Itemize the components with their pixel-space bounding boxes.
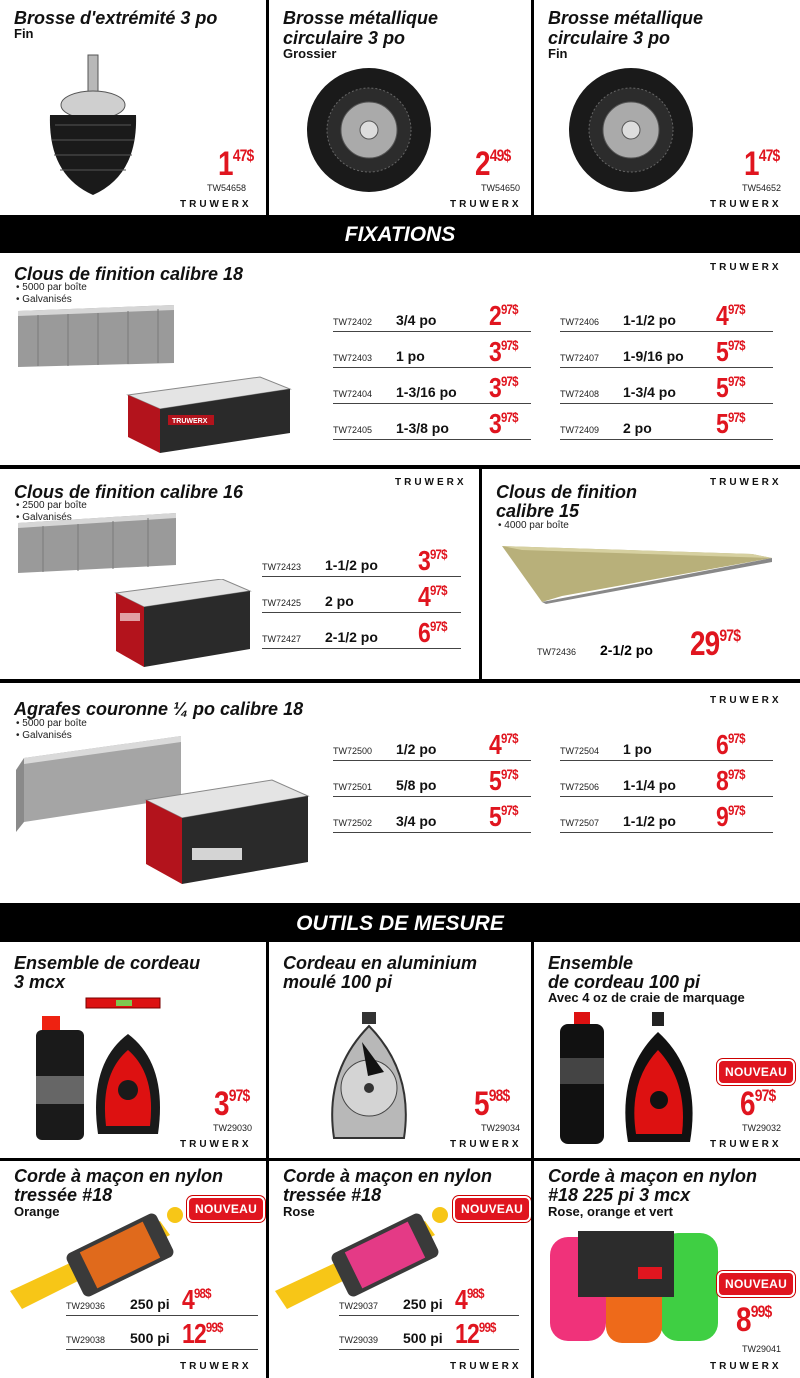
price-dollars: 4: [489, 729, 501, 760]
row-sku: TW72423: [262, 562, 302, 572]
product-title-line2: de cordeau 100 pi: [548, 972, 701, 992]
chalk-line-kit-image: [552, 1012, 712, 1147]
end-brush-image: [30, 45, 160, 205]
row-price: [716, 803, 745, 831]
product-title: Clous de finition calibre 18: [14, 264, 244, 284]
price-cents: 97$: [727, 337, 745, 353]
product-sku: TW72436: [537, 647, 577, 657]
price-cents: 97$: [727, 301, 745, 317]
price-row: [560, 408, 773, 440]
product-sku: TW54658: [207, 183, 247, 193]
row-price: [716, 302, 745, 330]
price-dollars: 5: [489, 765, 501, 796]
brand-logo: TRUWERX: [450, 1139, 522, 1150]
price-row: [560, 801, 773, 833]
price-dollars: 4: [455, 1284, 467, 1315]
brand-logo: TRUWERX: [395, 477, 467, 488]
row-price: [489, 302, 518, 330]
price-row: [333, 765, 531, 797]
angled-nail-strip-image: [502, 546, 772, 604]
nail-strip-image: [18, 513, 180, 575]
price-row: [66, 1318, 258, 1350]
price-dollars: 2: [475, 145, 490, 183]
product-cell-nails-18: [0, 253, 800, 465]
product-title-line1: Brosse métallique: [548, 8, 704, 28]
price-cents: 97$: [727, 409, 745, 425]
price-dollars: 5: [489, 801, 501, 832]
bullet-count: • 2500 par boîte: [16, 500, 87, 511]
price-dollars: 5: [716, 408, 728, 439]
product-price: [474, 1087, 510, 1121]
price-row: [333, 372, 531, 404]
row-size: 2 po: [325, 593, 354, 609]
price-cents: 99$: [205, 1319, 223, 1335]
price-row: [560, 729, 773, 761]
row-sku: TW72506: [560, 782, 600, 792]
row-size: 3/4 po: [396, 312, 437, 328]
row-price: [716, 374, 745, 402]
mason-line-3pack-image: [548, 1227, 720, 1345]
row-sku: TW72502: [333, 818, 373, 828]
price-cents: 99$: [478, 1319, 496, 1335]
row-price: [182, 1320, 223, 1348]
new-badge: NOUVEAU: [453, 1196, 531, 1222]
price-row: [560, 336, 773, 368]
product-sku: TW54650: [481, 183, 521, 193]
price-cents: 98$: [466, 1285, 484, 1301]
price-dollars: 6: [716, 729, 728, 760]
product-variant: Avec 4 oz de craie de marquage: [548, 990, 745, 1005]
product-title-line2: moulé 100 pi: [283, 972, 393, 992]
row-price: [455, 1286, 484, 1314]
row-sku: TW72404: [333, 389, 373, 399]
product-cell-mason-line-pink: [269, 1161, 531, 1378]
product-title-line1: Corde à maçon en nylon: [283, 1166, 493, 1186]
row-sku: TW72501: [333, 782, 373, 792]
row-size: 5/8 po: [396, 777, 437, 793]
price-dollars: 1: [218, 145, 233, 183]
product-cell-wheel-brush-fine: [534, 0, 800, 215]
row-price: [716, 338, 745, 366]
price-dollars: 12: [455, 1318, 479, 1349]
price-dollars: 3: [489, 336, 501, 367]
product-cell-nails-16: [0, 469, 479, 679]
price-cents: 97$: [429, 582, 447, 598]
product-sku: TW29041: [742, 1344, 782, 1354]
product-price: [690, 627, 740, 661]
new-badge: NOUVEAU: [717, 1271, 795, 1297]
price-row: [560, 372, 773, 404]
row-size: 1-1/2 po: [623, 813, 676, 829]
price-cents: 97$: [500, 730, 518, 746]
product-cell-aluminum-chalk-line: [269, 942, 531, 1158]
product-title-line2: tressée #18: [283, 1185, 382, 1205]
price-cents: 98$: [488, 1086, 510, 1105]
row-size: 1/2 po: [396, 741, 437, 757]
row-size: 1-1/2 po: [325, 557, 378, 573]
aluminum-chalk-line-image: [324, 1012, 414, 1142]
row-size: 1 po: [623, 741, 652, 757]
row-price: [489, 803, 518, 831]
price-dollars: 5: [716, 336, 728, 367]
price-cents: 97$: [719, 626, 741, 645]
price-row: [262, 545, 461, 577]
price-cents: 97$: [754, 1086, 776, 1105]
bullet-text: 4000 par boîte: [504, 520, 569, 531]
product-title-line1: Corde à maçon en nylon: [14, 1166, 224, 1186]
row-size: 1-1/4 po: [623, 777, 676, 793]
row-price: [418, 547, 447, 575]
price-row: [262, 617, 461, 649]
bullet-text: 2500 par boîte: [22, 500, 87, 511]
price-cents: 47$: [232, 146, 254, 165]
row-sku: TW29038: [66, 1335, 106, 1345]
row-sku: TW72408: [560, 389, 600, 399]
product-variant: Grossier: [283, 46, 337, 61]
bullet-count: • 5000 par boîte: [16, 282, 87, 293]
row-price: [489, 374, 518, 402]
price-cents: 97$: [429, 546, 447, 562]
product-cell-end-brush: [0, 0, 266, 215]
price-dollars: 29: [690, 625, 720, 663]
product-title-line1: Ensemble de cordeau: [14, 953, 201, 973]
brand-logo: TRUWERX: [180, 1139, 252, 1150]
product-price: [744, 147, 780, 181]
product-price: [214, 1087, 250, 1121]
price-row: [339, 1318, 519, 1350]
row-size: 500 pi: [130, 1330, 170, 1346]
row-sku: TW72402: [333, 317, 373, 327]
row-sku: TW72500: [333, 746, 373, 756]
price-cents: 97$: [500, 766, 518, 782]
product-sku: TW29032: [742, 1123, 782, 1133]
product-title-line2: calibre 15: [496, 501, 580, 521]
price-dollars: 3: [489, 408, 501, 439]
price-dollars: 6: [740, 1085, 755, 1123]
bullet-galvanized: • Galvanisés: [16, 294, 72, 305]
price-dollars: 5: [474, 1085, 489, 1123]
product-variant: Rose, orange et vert: [548, 1204, 673, 1219]
product-cell-mason-line-orange: [0, 1161, 266, 1378]
product-price: [740, 1087, 776, 1121]
product-cell-staples: [0, 683, 800, 903]
product-title: Agrafes couronne ¼ po calibre 18: [14, 699, 304, 719]
price-cents: 98$: [193, 1285, 211, 1301]
nail-box-image: [112, 579, 252, 671]
price-cents: 47$: [758, 146, 780, 165]
brand-logo: TRUWERX: [710, 199, 782, 210]
chalk-line-kit-image: [28, 994, 178, 1144]
row-size: 1-1/2 po: [623, 312, 676, 328]
row-price: [418, 583, 447, 611]
price-row: [333, 336, 531, 368]
wheel-brush-image: [304, 65, 434, 195]
brand-logo: TRUWERX: [180, 199, 252, 210]
row-sku: TW72409: [560, 425, 600, 435]
price-dollars: 2: [489, 300, 501, 331]
row-size: 1-9/16 po: [623, 348, 684, 364]
price-dollars: 3: [418, 545, 430, 576]
product-cell-wheel-brush-coarse: [269, 0, 531, 215]
product-title-line2: 3 mcx: [14, 972, 66, 992]
row-size: 500 pi: [403, 1330, 443, 1346]
row-size: 1 po: [396, 348, 425, 364]
product-title: Brosse d'extrémité 3 po: [14, 8, 218, 28]
row-size: 1-3/16 po: [396, 384, 457, 400]
price-cents: 97$: [727, 373, 745, 389]
price-cents: 49$: [489, 146, 511, 165]
row-price: [716, 767, 745, 795]
price-dollars: 4: [418, 581, 430, 612]
product-title-line1: Corde à maçon en nylon: [548, 1166, 758, 1186]
price-row: [333, 801, 531, 833]
row-sku: TW29039: [339, 1335, 379, 1345]
price-row: [66, 1284, 258, 1316]
product-title-line2: tressée #18: [14, 1185, 113, 1205]
row-sku: TW72507: [560, 818, 600, 828]
product-title-line2: #18 225 pi 3 mcx: [548, 1185, 691, 1205]
row-size: 1-3/8 po: [396, 420, 449, 436]
product-variant: Fin: [14, 26, 34, 41]
price-dollars: 4: [182, 1284, 194, 1315]
product-variant: Rose: [283, 1204, 315, 1219]
price-dollars: 4: [716, 300, 728, 331]
new-badge: NOUVEAU: [717, 1059, 795, 1085]
row-size: 1-3/4 po: [623, 384, 676, 400]
bullet-text: 5000 par boîte: [22, 718, 87, 729]
product-variant: Orange: [14, 1204, 60, 1219]
brand-logo: TRUWERX: [710, 695, 782, 706]
product-cell-chalk-line-kit-100: [534, 942, 800, 1158]
bullet-galvanized: • Galvanisés: [16, 512, 72, 523]
price-row: [560, 300, 773, 332]
price-row: [333, 300, 531, 332]
bullet-text: Galvanisés: [22, 730, 72, 741]
product-sku: TW29030: [213, 1123, 253, 1133]
bullet-count: • 5000 par boîte: [16, 718, 87, 729]
price-row: [339, 1284, 519, 1316]
brand-logo: TRUWERX: [180, 1361, 252, 1372]
row-sku: TW72427: [262, 634, 302, 644]
row-price: [489, 338, 518, 366]
bullet-text: Galvanisés: [22, 294, 72, 305]
price-cents: 97$: [500, 802, 518, 818]
row-sku: TW29036: [66, 1301, 106, 1311]
row-sku: TW72403: [333, 353, 373, 363]
row-size: 3/4 po: [396, 813, 437, 829]
product-price: [218, 147, 254, 181]
price-dollars: 12: [182, 1318, 206, 1349]
product-variant: Fin: [548, 46, 568, 61]
brand-logo: TRUWERX: [450, 199, 522, 210]
product-price: [475, 147, 511, 181]
section-header-fixations: FIXATIONS: [0, 219, 800, 251]
price-cents: 97$: [500, 373, 518, 389]
product-price: [736, 1303, 772, 1337]
price-cents: 97$: [727, 766, 745, 782]
price-row: [262, 581, 461, 613]
product-sku: TW54652: [742, 183, 782, 193]
row-sku: TW72406: [560, 317, 600, 327]
row-size: 2 po: [623, 420, 652, 436]
brand-logo: TRUWERX: [450, 1361, 522, 1372]
section-header-measuring-tools: OUTILS DE MESURE: [0, 908, 800, 940]
product-title-line1: Ensemble: [548, 953, 634, 973]
bullet-text: 5000 par boîte: [22, 282, 87, 293]
price-dollars: 5: [716, 372, 728, 403]
price-row: [560, 765, 773, 797]
product-cell-nails-15: [482, 469, 800, 679]
staple-box-image: [142, 778, 312, 888]
nail-box-image: [120, 375, 295, 455]
row-sku: TW29037: [339, 1301, 379, 1311]
bullet-count: • 4000 par boîte: [498, 520, 569, 531]
price-dollars: 1: [744, 145, 759, 183]
nail-strip-image: [18, 305, 178, 369]
row-price: [489, 767, 518, 795]
product-title-line1: Brosse métallique: [283, 8, 439, 28]
row-price: [418, 619, 447, 647]
brand-logo: TRUWERX: [710, 262, 782, 273]
price-row: [333, 729, 531, 761]
row-price: [489, 410, 518, 438]
price-dollars: 8: [736, 1301, 751, 1339]
product-cell-chalk-line-kit: [0, 942, 266, 1158]
row-sku: TW72405: [333, 425, 373, 435]
product-title-line2: circulaire 3 po: [548, 28, 671, 48]
brand-logo: TRUWERX: [710, 1139, 782, 1150]
row-sku: TW72425: [262, 598, 302, 608]
product-sku: TW29034: [481, 1123, 521, 1133]
price-cents: 97$: [727, 802, 745, 818]
row-price: [716, 410, 745, 438]
brand-logo: TRUWERX: [710, 1361, 782, 1372]
price-cents: 97$: [228, 1086, 250, 1105]
svg-text:TRUWERX: TRUWERX: [172, 418, 208, 425]
product-cell-mason-line-3pack: [534, 1161, 800, 1378]
row-size: 2-1/2 po: [325, 629, 378, 645]
price-dollars: 6: [418, 617, 430, 648]
wheel-brush-image: [566, 65, 696, 195]
price-cents: 99$: [750, 1302, 772, 1321]
price-row: [333, 408, 531, 440]
row-price: [455, 1320, 496, 1348]
price-cents: 97$: [500, 409, 518, 425]
row-size: 250 pi: [130, 1296, 170, 1312]
price-dollars: 9: [716, 801, 728, 832]
price-dollars: 8: [716, 765, 728, 796]
price-dollars: 3: [214, 1085, 229, 1123]
product-size: 2-1/2 po: [600, 642, 653, 658]
price-dollars: 3: [489, 372, 501, 403]
row-sku: TW72407: [560, 353, 600, 363]
price-cents: 97$: [500, 337, 518, 353]
product-title-line2: circulaire 3 po: [283, 28, 406, 48]
row-size: 250 pi: [403, 1296, 443, 1312]
price-cents: 97$: [500, 301, 518, 317]
product-title-line1: Cordeau en aluminium: [283, 953, 478, 973]
bullet-galvanized: • Galvanisés: [16, 730, 72, 741]
product-title: Clous de finition calibre 16: [14, 482, 244, 502]
brand-logo: TRUWERX: [710, 477, 782, 488]
bullet-text: Galvanisés: [22, 512, 72, 523]
row-price: [182, 1286, 211, 1314]
new-badge: NOUVEAU: [187, 1196, 265, 1222]
price-cents: 97$: [727, 730, 745, 746]
row-price: [489, 731, 518, 759]
row-price: [716, 731, 745, 759]
price-cents: 97$: [429, 618, 447, 634]
product-title-line1: Clous de finition: [496, 482, 637, 502]
row-sku: TW72504: [560, 746, 600, 756]
